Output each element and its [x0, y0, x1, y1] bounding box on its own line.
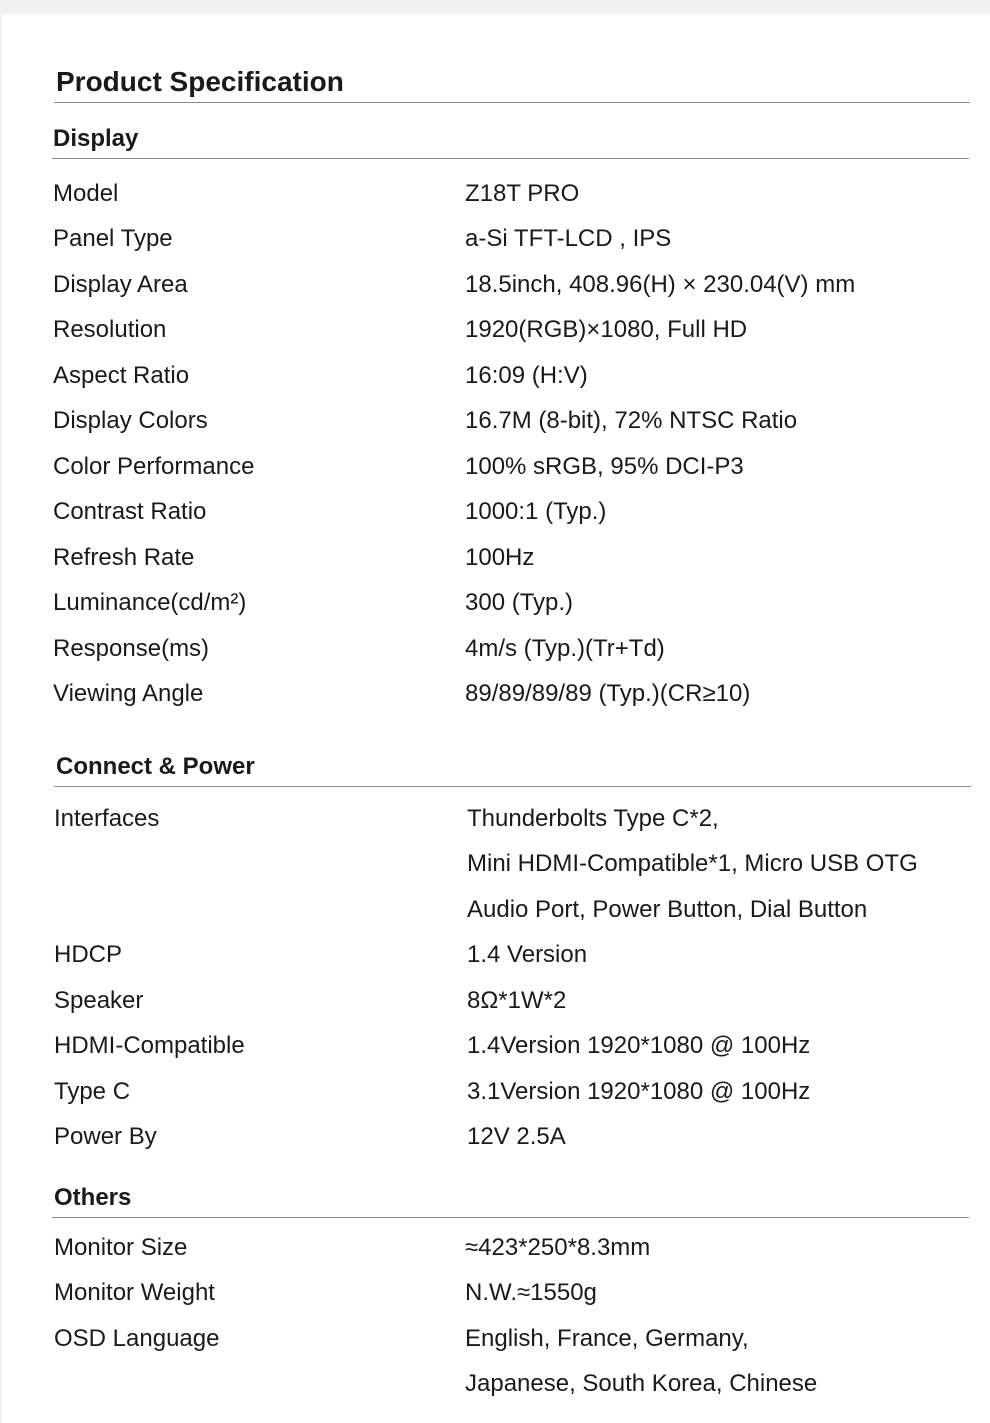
spec-label-color-performance: Color Performance	[53, 453, 255, 480]
spec-value-resolution: 1920(RGB)×1080, Full HD	[465, 316, 748, 343]
spec-label-hdcp: HDCP	[54, 941, 123, 968]
spec-value-hdmi-compatible: 1.4Version 1920*1080 @ 100Hz	[467, 1032, 811, 1059]
spec-label-type-c: Type C	[54, 1078, 131, 1105]
section-heading-others: Others	[54, 1184, 132, 1211]
section-heading-connect-power: Connect & Power	[56, 753, 255, 780]
spec-value-response: 4m/s (Typ.)(Tr+Td)	[465, 635, 665, 662]
spec-value-speaker: 8Ω*1W*2	[467, 987, 567, 1014]
spec-value-color-performance: 100% sRGB, 95% DCI-P3	[465, 453, 744, 480]
spec-value-refresh-rate: 100Hz	[465, 544, 535, 571]
spec-label-aspect-ratio: Aspect Ratio	[53, 362, 190, 389]
spec-label-response: Response(ms)	[53, 635, 210, 662]
spec-label-monitor-weight: Monitor Weight	[54, 1279, 215, 1306]
spec-value-luminance: 300 (Typ.)	[465, 589, 574, 616]
spec-value-type-c: 3.1Version 1920*1080 @ 100Hz	[467, 1078, 811, 1105]
spec-label-panel-type: Panel Type	[53, 225, 173, 252]
spec-label-contrast-ratio: Contrast Ratio	[53, 498, 207, 525]
spec-value-monitor-weight: N.W.≈1550g	[465, 1279, 597, 1306]
title-divider	[54, 102, 970, 103]
spec-label-model: Model	[53, 180, 119, 207]
spec-label-viewing-angle: Viewing Angle	[53, 680, 204, 707]
spec-value-hdcp: 1.4 Version	[467, 941, 588, 968]
spec-value-interfaces-line-3: Audio Port, Power Button, Dial Button	[467, 896, 868, 923]
spec-value-osd-language-line-2: Japanese, South Korea, Chinese	[465, 1370, 818, 1397]
spec-value-monitor-size: ≈423*250*8.3mm	[465, 1234, 651, 1261]
spec-value-contrast-ratio: 1000:1 (Typ.)	[465, 498, 607, 525]
spec-value-panel-type: a-Si TFT-LCD , IPS	[465, 225, 672, 252]
spec-label-resolution: Resolution	[53, 316, 167, 343]
spec-value-interfaces-line-1: Thunderbolts Type C*2,	[467, 805, 719, 832]
spec-label-speaker: Speaker	[54, 987, 144, 1014]
spec-label-interfaces: Interfaces	[54, 805, 160, 832]
display-divider	[52, 158, 969, 159]
spec-value-interfaces-line-2: Mini HDMI-Compatible*1, Micro USB OTG	[467, 850, 918, 877]
spec-label-refresh-rate: Refresh Rate	[53, 544, 195, 571]
spec-value-osd-language-line-1: English, France, Germany,	[465, 1325, 749, 1352]
others-divider	[52, 1217, 969, 1218]
spec-value-display-colors: 16.7M (8-bit), 72% NTSC Ratio	[465, 407, 798, 434]
spec-label-hdmi-compatible: HDMI-Compatible	[54, 1032, 245, 1059]
spec-label-monitor-size: Monitor Size	[54, 1234, 188, 1261]
spec-value-display-area: 18.5inch, 408.96(H) × 230.04(V) mm	[465, 271, 856, 298]
connect-divider	[54, 786, 971, 787]
spec-label-display-colors: Display Colors	[53, 407, 208, 434]
spec-value-model: Z18T PRO	[465, 180, 580, 207]
spec-value-viewing-angle: 89/89/89/89 (Typ.)(CR≥10)	[465, 680, 751, 707]
spec-label-display-area: Display Area	[53, 271, 188, 298]
spec-label-osd-language: OSD Language	[54, 1325, 220, 1352]
spec-label-luminance: Luminance(cd/m²)	[53, 589, 247, 616]
spec-value-power-by: 12V 2.5A	[467, 1123, 566, 1150]
spec-value-aspect-ratio: 16:09 (H:V)	[465, 362, 588, 389]
page-title: Product Specification	[56, 66, 344, 97]
spec-label-power-by: Power By	[54, 1123, 157, 1150]
section-heading-display: Display	[53, 125, 139, 152]
